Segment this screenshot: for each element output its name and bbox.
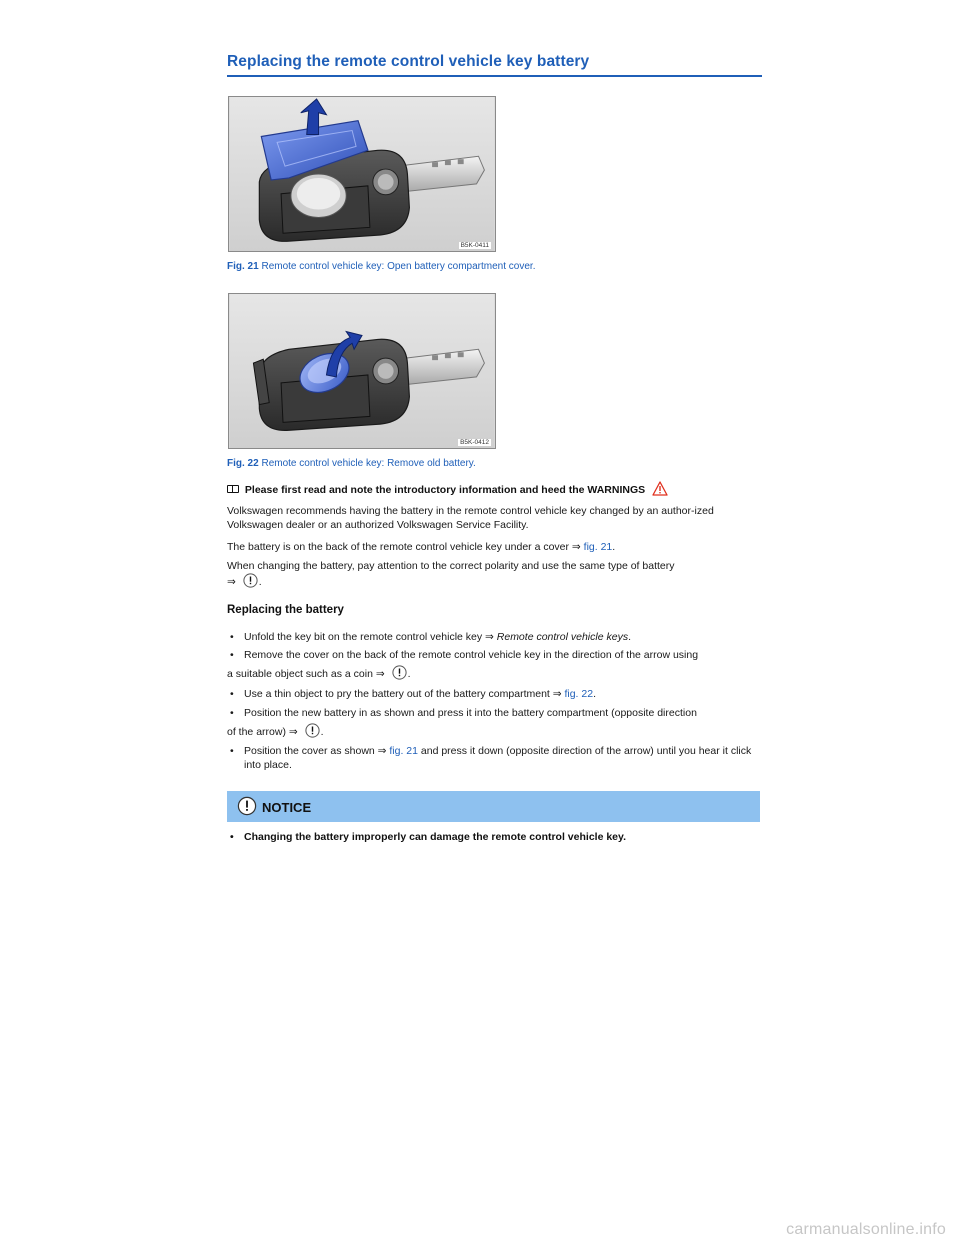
paragraph-end: . xyxy=(612,541,616,553)
step-text: Use a thin object to pry the battery out of the battery compartment ⇒ xyxy=(244,688,565,700)
battery-location-paragraph xyxy=(227,540,762,554)
step-text: Position the new battery in as shown and press it into the battery compartment (opposite direction xyxy=(244,707,697,719)
step-text: of the arrow) ⇒ xyxy=(227,726,298,738)
step-text: Position the cover as shown ⇒ xyxy=(244,745,390,757)
key-open-cover-illustration xyxy=(229,97,495,251)
paragraph-text: When changing the battery, pay attention to the correct polarity and use the same type of battery xyxy=(227,560,675,572)
bullet-dot: • xyxy=(230,688,234,700)
recommendation-paragraph: Volkswagen recommends having the battery in the remote control vehicle key changed by an author-ized Volkswagen dealer or an authorized Volkswagen Service Facility. xyxy=(227,505,714,531)
figure-22-image xyxy=(228,293,496,449)
figure-label: Fig. 21 xyxy=(227,261,259,272)
page-title: Replacing the remote control vehicle key battery xyxy=(227,53,762,77)
notice-link-icon[interactable] xyxy=(243,573,258,588)
remote-keys-reference-link[interactable]: Remote control vehicle keys xyxy=(496,631,629,643)
step-1 xyxy=(227,629,762,645)
step-text: a suitable object such as a coin ⇒ xyxy=(227,668,385,680)
notice-header xyxy=(227,791,760,822)
figure-21-image xyxy=(228,96,496,252)
step-end: . xyxy=(628,631,631,643)
step-3 xyxy=(227,686,762,702)
notice-label: NOTICE xyxy=(262,800,312,815)
book-icon xyxy=(227,485,239,493)
step-text: Unfold the key bit on the remote control vehicle key ⇒ xyxy=(244,631,497,643)
step-end: . xyxy=(593,688,596,700)
notice-text: Changing the battery improperly can damage the remote control vehicle key. xyxy=(244,831,626,843)
paragraph-text: The battery is on the back of the remote control vehicle key under a cover ⇒ xyxy=(227,541,584,553)
figure-21-caption xyxy=(227,261,535,272)
notice-link-icon[interactable] xyxy=(392,665,407,680)
figure-code: B5K-0411 xyxy=(460,242,489,249)
bullet-dot: • xyxy=(230,707,234,719)
warning-triangle-icon xyxy=(652,481,668,496)
step-4-continued xyxy=(227,723,762,739)
bullet-dot: • xyxy=(230,831,234,843)
fig-21-link[interactable]: fig. 21 xyxy=(389,745,418,757)
section-heading: Replacing the battery xyxy=(227,604,344,616)
caption-text: Remote control vehicle key: Open battery compartment cover. xyxy=(258,261,536,272)
polarity-paragraph xyxy=(227,559,762,589)
notice-exclamation-icon xyxy=(237,796,257,816)
figure-code: B5K-0412 xyxy=(460,439,489,446)
step-2 xyxy=(227,647,762,663)
bullet-dot: • xyxy=(230,649,234,661)
step-end: . xyxy=(407,668,411,680)
step-2-continued xyxy=(227,665,762,681)
arrow-symbol: ⇒ xyxy=(227,576,236,588)
key-remove-battery-illustration xyxy=(229,294,495,448)
bullet-dot: • xyxy=(230,631,234,643)
notice-item xyxy=(227,830,762,845)
step-text: Remove the cover on the back of the remote control vehicle key in the direction of the arrow using xyxy=(244,649,699,661)
figure-22-caption xyxy=(227,458,476,469)
step-text: and press it down (opposite direction of the arrow) until you hear it click into place. xyxy=(244,745,752,771)
fig-21-link[interactable]: fig. 21 xyxy=(583,541,613,553)
intro-notice xyxy=(227,481,668,496)
paragraph-end: . xyxy=(258,576,262,588)
bullet-dot: • xyxy=(230,745,234,757)
intro-text: Please first read and note the introductory information and heed the WARNINGS xyxy=(244,484,646,496)
notice-link-icon[interactable] xyxy=(305,723,320,738)
figure-label: Fig. 22 xyxy=(227,458,259,469)
step-end: . xyxy=(320,726,324,738)
fig-22-link[interactable]: fig. 22 xyxy=(564,688,594,700)
step-4 xyxy=(227,705,762,721)
step-5 xyxy=(227,744,762,772)
caption-text: Remote control vehicle key: Remove old battery. xyxy=(258,458,476,469)
watermark: carmanualsonline.info xyxy=(786,1221,946,1238)
